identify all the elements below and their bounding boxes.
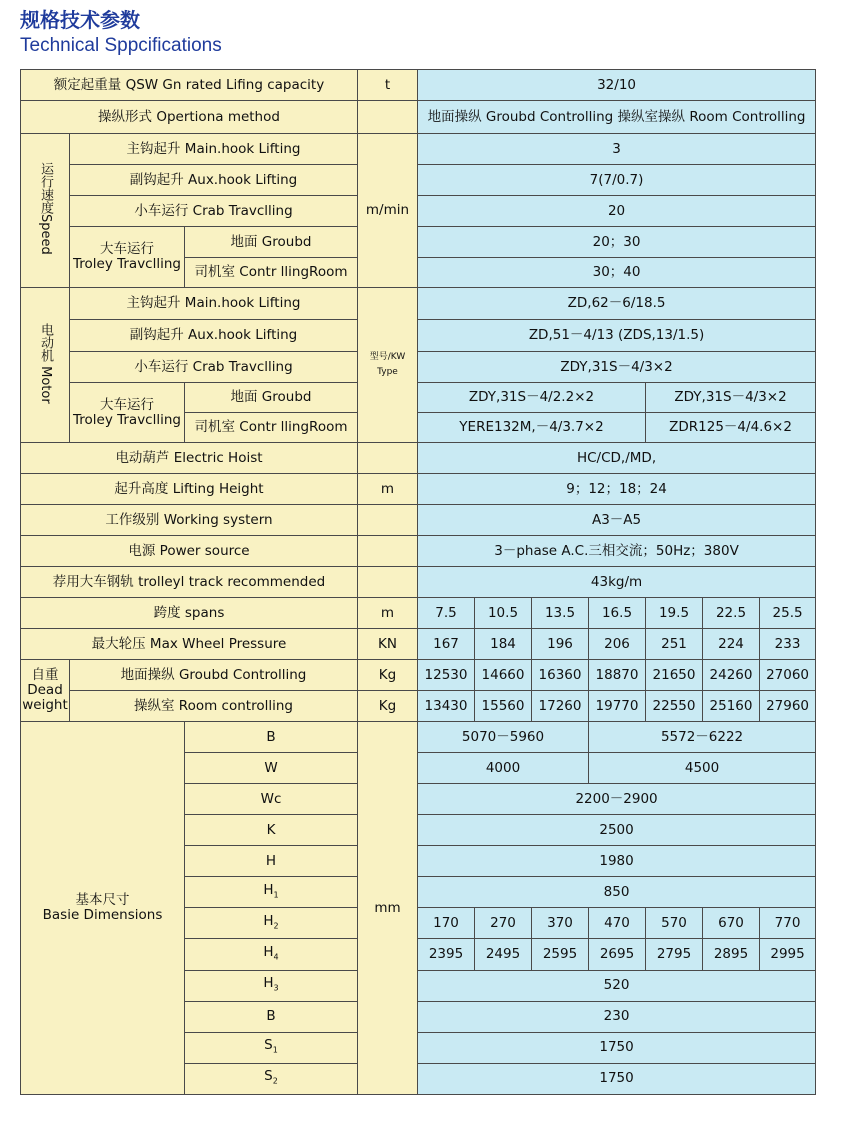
spans-value: 16.5	[589, 598, 646, 629]
speed-trolley-ground-value: 20；30	[418, 227, 816, 258]
dead-weight-ground-value: 12530	[418, 660, 475, 691]
rated-capacity-value: 32/10	[418, 70, 816, 101]
dim-label-H3-text: H	[263, 974, 274, 991]
dead-weight-room-value: 15560	[475, 691, 532, 722]
motor-trolley-ground-label: 地面 Groubd	[185, 383, 358, 413]
dim-H2-value: 770	[760, 908, 816, 939]
motor-trolley-ground-b: ZDY,31S－4/3×2	[646, 383, 816, 413]
dim-H4-value: 2495	[475, 939, 532, 970]
motor-crab-value: ZDY,31S－4/3×2	[418, 352, 816, 383]
dim-B-b: 5572－6222	[589, 722, 816, 753]
wheel-pressure-value: 184	[475, 629, 532, 660]
speed-crab-label: 小车运行 Crab Travclling	[70, 196, 358, 227]
dim-label-H3-sub: 3	[273, 983, 279, 993]
speed-trolley-label-en: Troley Travclling	[73, 256, 181, 273]
motor-trolley-ground-a: ZDY,31S－4/2.2×2	[418, 383, 646, 413]
table-row	[21, 165, 816, 196]
table-row	[21, 722, 816, 753]
operation-unit	[358, 101, 418, 134]
table-row	[21, 691, 816, 722]
motor-trolley-label-en: Troley Travclling	[73, 411, 181, 428]
page-title-cn: 规格技术参数	[20, 8, 140, 32]
dim-label-H4	[185, 939, 358, 970]
dim-label-H1-sub: 1	[273, 890, 279, 900]
dim-H1-value: 850	[418, 877, 816, 908]
table-row	[21, 101, 816, 134]
dimensions-unit: mm	[358, 722, 418, 1095]
dim-label-K: K	[185, 815, 358, 846]
table-row	[21, 227, 816, 258]
working-system-value: A3－A5	[418, 505, 816, 536]
dim-H4-value: 2795	[646, 939, 703, 970]
spans-value: 7.5	[418, 598, 475, 629]
table-row	[21, 352, 816, 383]
dim-S1-value: 1750	[418, 1032, 816, 1063]
dim-label-H4-sub: 4	[273, 952, 279, 962]
dim-label-S1-text: S	[264, 1036, 273, 1053]
motor-aux-hook-label: 副钩起升 Aux.hook Lifting	[70, 320, 358, 352]
motor-trolley-room-label: 司机室 Contr llingRoom	[185, 413, 358, 443]
dim-label-H2-sub: 2	[273, 921, 279, 931]
speed-crab-value: 20	[418, 196, 816, 227]
motor-group-text: 电动机 Motor	[38, 322, 53, 404]
motor-unit: 型号/KW Type	[358, 288, 418, 443]
spans-value: 10.5	[475, 598, 532, 629]
dim-H4-value: 2695	[589, 939, 646, 970]
speed-group-text: 运行速度Speed	[38, 162, 53, 255]
dead-weight-room-value: 13430	[418, 691, 475, 722]
track-value: 43kg/m	[418, 567, 816, 598]
dim-label-W: W	[185, 753, 358, 784]
dim-label-H2-text: H	[263, 912, 274, 929]
dead-weight-room-label: 操纵室 Room controlling	[70, 691, 358, 722]
wheel-pressure-value: 167	[418, 629, 475, 660]
speed-trolley-label-cn: 大车运行	[100, 241, 154, 258]
dim-S2-value: 1750	[418, 1063, 816, 1094]
table-row	[21, 567, 816, 598]
wheel-pressure-value: 251	[646, 629, 703, 660]
lifting-height-value: 9；12；18；24	[418, 474, 816, 505]
dead-weight-room-value: 19770	[589, 691, 646, 722]
table-row	[21, 443, 816, 474]
power-label: 电源 Power source	[21, 536, 358, 567]
dim-label-B: B	[185, 722, 358, 753]
spans-value: 19.5	[646, 598, 703, 629]
table-row	[21, 536, 816, 567]
dim-H4-value: 2395	[418, 939, 475, 970]
dim-label-H4-text: H	[263, 943, 274, 960]
wheel-pressure-value: 233	[760, 629, 816, 660]
motor-main-hook-value: ZD,62－6/18.5	[418, 288, 816, 320]
table-row	[21, 383, 816, 413]
spec-table	[20, 69, 816, 1095]
rated-capacity-label: 额定起重量 QSW Gn rated Lifing capacity	[21, 70, 358, 101]
lifting-height-unit: m	[358, 474, 418, 505]
speed-aux-hook-label: 副钩起升 Aux.hook Lifting	[70, 165, 358, 196]
dim-label-H3	[185, 970, 358, 1001]
dim-W-b: 4500	[589, 753, 816, 784]
speed-trolley-room-value: 30；40	[418, 258, 816, 288]
hoist-unit	[358, 443, 418, 474]
motor-trolley-label	[70, 383, 185, 443]
track-label: 荐用大车钢轨 trolleyl track recommended	[21, 567, 358, 598]
dead-weight-room-unit: Kg	[358, 691, 418, 722]
dead-weight-room-value: 22550	[646, 691, 703, 722]
dim-label-b: B	[185, 1001, 358, 1032]
dim-label-S2-text: S	[264, 1067, 273, 1084]
dead-weight-room-value: 27960	[760, 691, 816, 722]
dim-H-value: 1980	[418, 846, 816, 877]
dim-H2-value: 670	[703, 908, 760, 939]
table-row	[21, 474, 816, 505]
dimensions-group-label	[21, 722, 185, 1095]
wheel-pressure-value: 224	[703, 629, 760, 660]
dim-label-H1-text: H	[263, 881, 274, 898]
lifting-height-label: 起升高度 Lifting Height	[21, 474, 358, 505]
wheel-pressure-value: 196	[532, 629, 589, 660]
speed-group-label	[21, 134, 70, 288]
dimensions-group-label-en: Basie Dimensions	[42, 907, 163, 924]
wheel-pressure-value: 206	[589, 629, 646, 660]
motor-trolley-room-a: YERE132M,－4/3.7×2	[418, 413, 646, 443]
dead-weight-ground-unit: Kg	[358, 660, 418, 691]
dim-label-H: H	[185, 846, 358, 877]
rated-capacity-unit: t	[358, 70, 418, 101]
dim-W-a: 4000	[418, 753, 589, 784]
dead-weight-ground-value: 27060	[760, 660, 816, 691]
dim-B-a: 5070－5960	[418, 722, 589, 753]
dim-H4-value: 2595	[532, 939, 589, 970]
table-row	[21, 288, 816, 320]
hoist-value: HC/CD,/MD,	[418, 443, 816, 474]
dead-weight-room-value: 25160	[703, 691, 760, 722]
dim-label-S2-sub: 2	[272, 1076, 278, 1086]
power-unit	[358, 536, 418, 567]
dim-H3-value: 520	[418, 970, 816, 1001]
dim-H4-value: 2995	[760, 939, 816, 970]
dim-H2-value: 370	[532, 908, 589, 939]
spans-unit: m	[358, 598, 418, 629]
dim-b-value: 230	[418, 1001, 816, 1032]
spans-label: 跨度 spans	[21, 598, 358, 629]
dim-label-Wc: Wc	[185, 784, 358, 815]
table-row	[21, 70, 816, 101]
dead-weight-group-label: 自重 Dead weight	[21, 660, 70, 722]
table-row	[21, 196, 816, 227]
speed-main-hook-value: 3	[418, 134, 816, 165]
table-row	[21, 320, 816, 352]
speed-trolley-ground-label: 地面 Groubd	[185, 227, 358, 258]
operation-value: 地面操纵 Groubd Controlling 操纵室操纵 Room Controlling	[418, 101, 816, 134]
dim-label-S1	[185, 1032, 358, 1063]
working-system-unit	[358, 505, 418, 536]
dim-Wc-value: 2200－2900	[418, 784, 816, 815]
dim-H2-value: 170	[418, 908, 475, 939]
motor-crab-label: 小车运行 Crab Travclling	[70, 352, 358, 383]
motor-group-label	[21, 288, 70, 443]
operation-label: 操纵形式 Opertiona method	[21, 101, 358, 134]
dim-H2-value: 570	[646, 908, 703, 939]
speed-aux-hook-value: 7(7/0.7)	[418, 165, 816, 196]
motor-aux-hook-value: ZD,51－4/13 (ZDS,13/1.5)	[418, 320, 816, 352]
dim-H2-value: 270	[475, 908, 532, 939]
table-row	[21, 629, 816, 660]
motor-main-hook-label: 主钩起升 Main.hook Lifting	[70, 288, 358, 320]
dimensions-group-label-cn: 基本尺寸	[75, 892, 130, 909]
spans-value: 22.5	[703, 598, 760, 629]
wheel-pressure-label: 最大轮压 Max Wheel Pressure	[21, 629, 358, 660]
dim-label-S1-sub: 1	[272, 1045, 278, 1055]
speed-trolley-room-label: 司机室 Contr llingRoom	[185, 258, 358, 288]
track-unit	[358, 567, 418, 598]
dead-weight-ground-value: 18870	[589, 660, 646, 691]
spans-value: 25.5	[760, 598, 816, 629]
table-row	[21, 134, 816, 165]
working-system-label: 工作级别 Working systern	[21, 505, 358, 536]
speed-trolley-label	[70, 227, 185, 288]
dim-label-H1	[185, 877, 358, 908]
dead-weight-ground-label: 地面操纵 Groubd Controlling	[70, 660, 358, 691]
dead-weight-ground-value: 16360	[532, 660, 589, 691]
speed-main-hook-label: 主钩起升 Main.hook Lifting	[70, 134, 358, 165]
dead-weight-ground-value: 24260	[703, 660, 760, 691]
table-row	[21, 505, 816, 536]
spans-value: 13.5	[532, 598, 589, 629]
speed-unit: m/min	[358, 134, 418, 288]
dead-weight-ground-value: 21650	[646, 660, 703, 691]
wheel-pressure-unit: KN	[358, 629, 418, 660]
dim-H2-value: 470	[589, 908, 646, 939]
motor-trolley-room-b: ZDR125－4/4.6×2	[646, 413, 816, 443]
table-row	[21, 598, 816, 629]
dead-weight-ground-value: 14660	[475, 660, 532, 691]
power-value: 3－phase A.C.三相交流；50Hz；380V	[418, 536, 816, 567]
dim-H4-value: 2895	[703, 939, 760, 970]
motor-trolley-label-cn: 大车运行	[100, 396, 154, 413]
dead-weight-room-value: 17260	[532, 691, 589, 722]
page-title-en: Technical Sppcifications	[20, 35, 222, 56]
dim-K-value: 2500	[418, 815, 816, 846]
hoist-label: 电动葫芦 Electric Hoist	[21, 443, 358, 474]
dim-label-S2	[185, 1063, 358, 1094]
dim-label-H2	[185, 908, 358, 939]
table-row	[21, 660, 816, 691]
